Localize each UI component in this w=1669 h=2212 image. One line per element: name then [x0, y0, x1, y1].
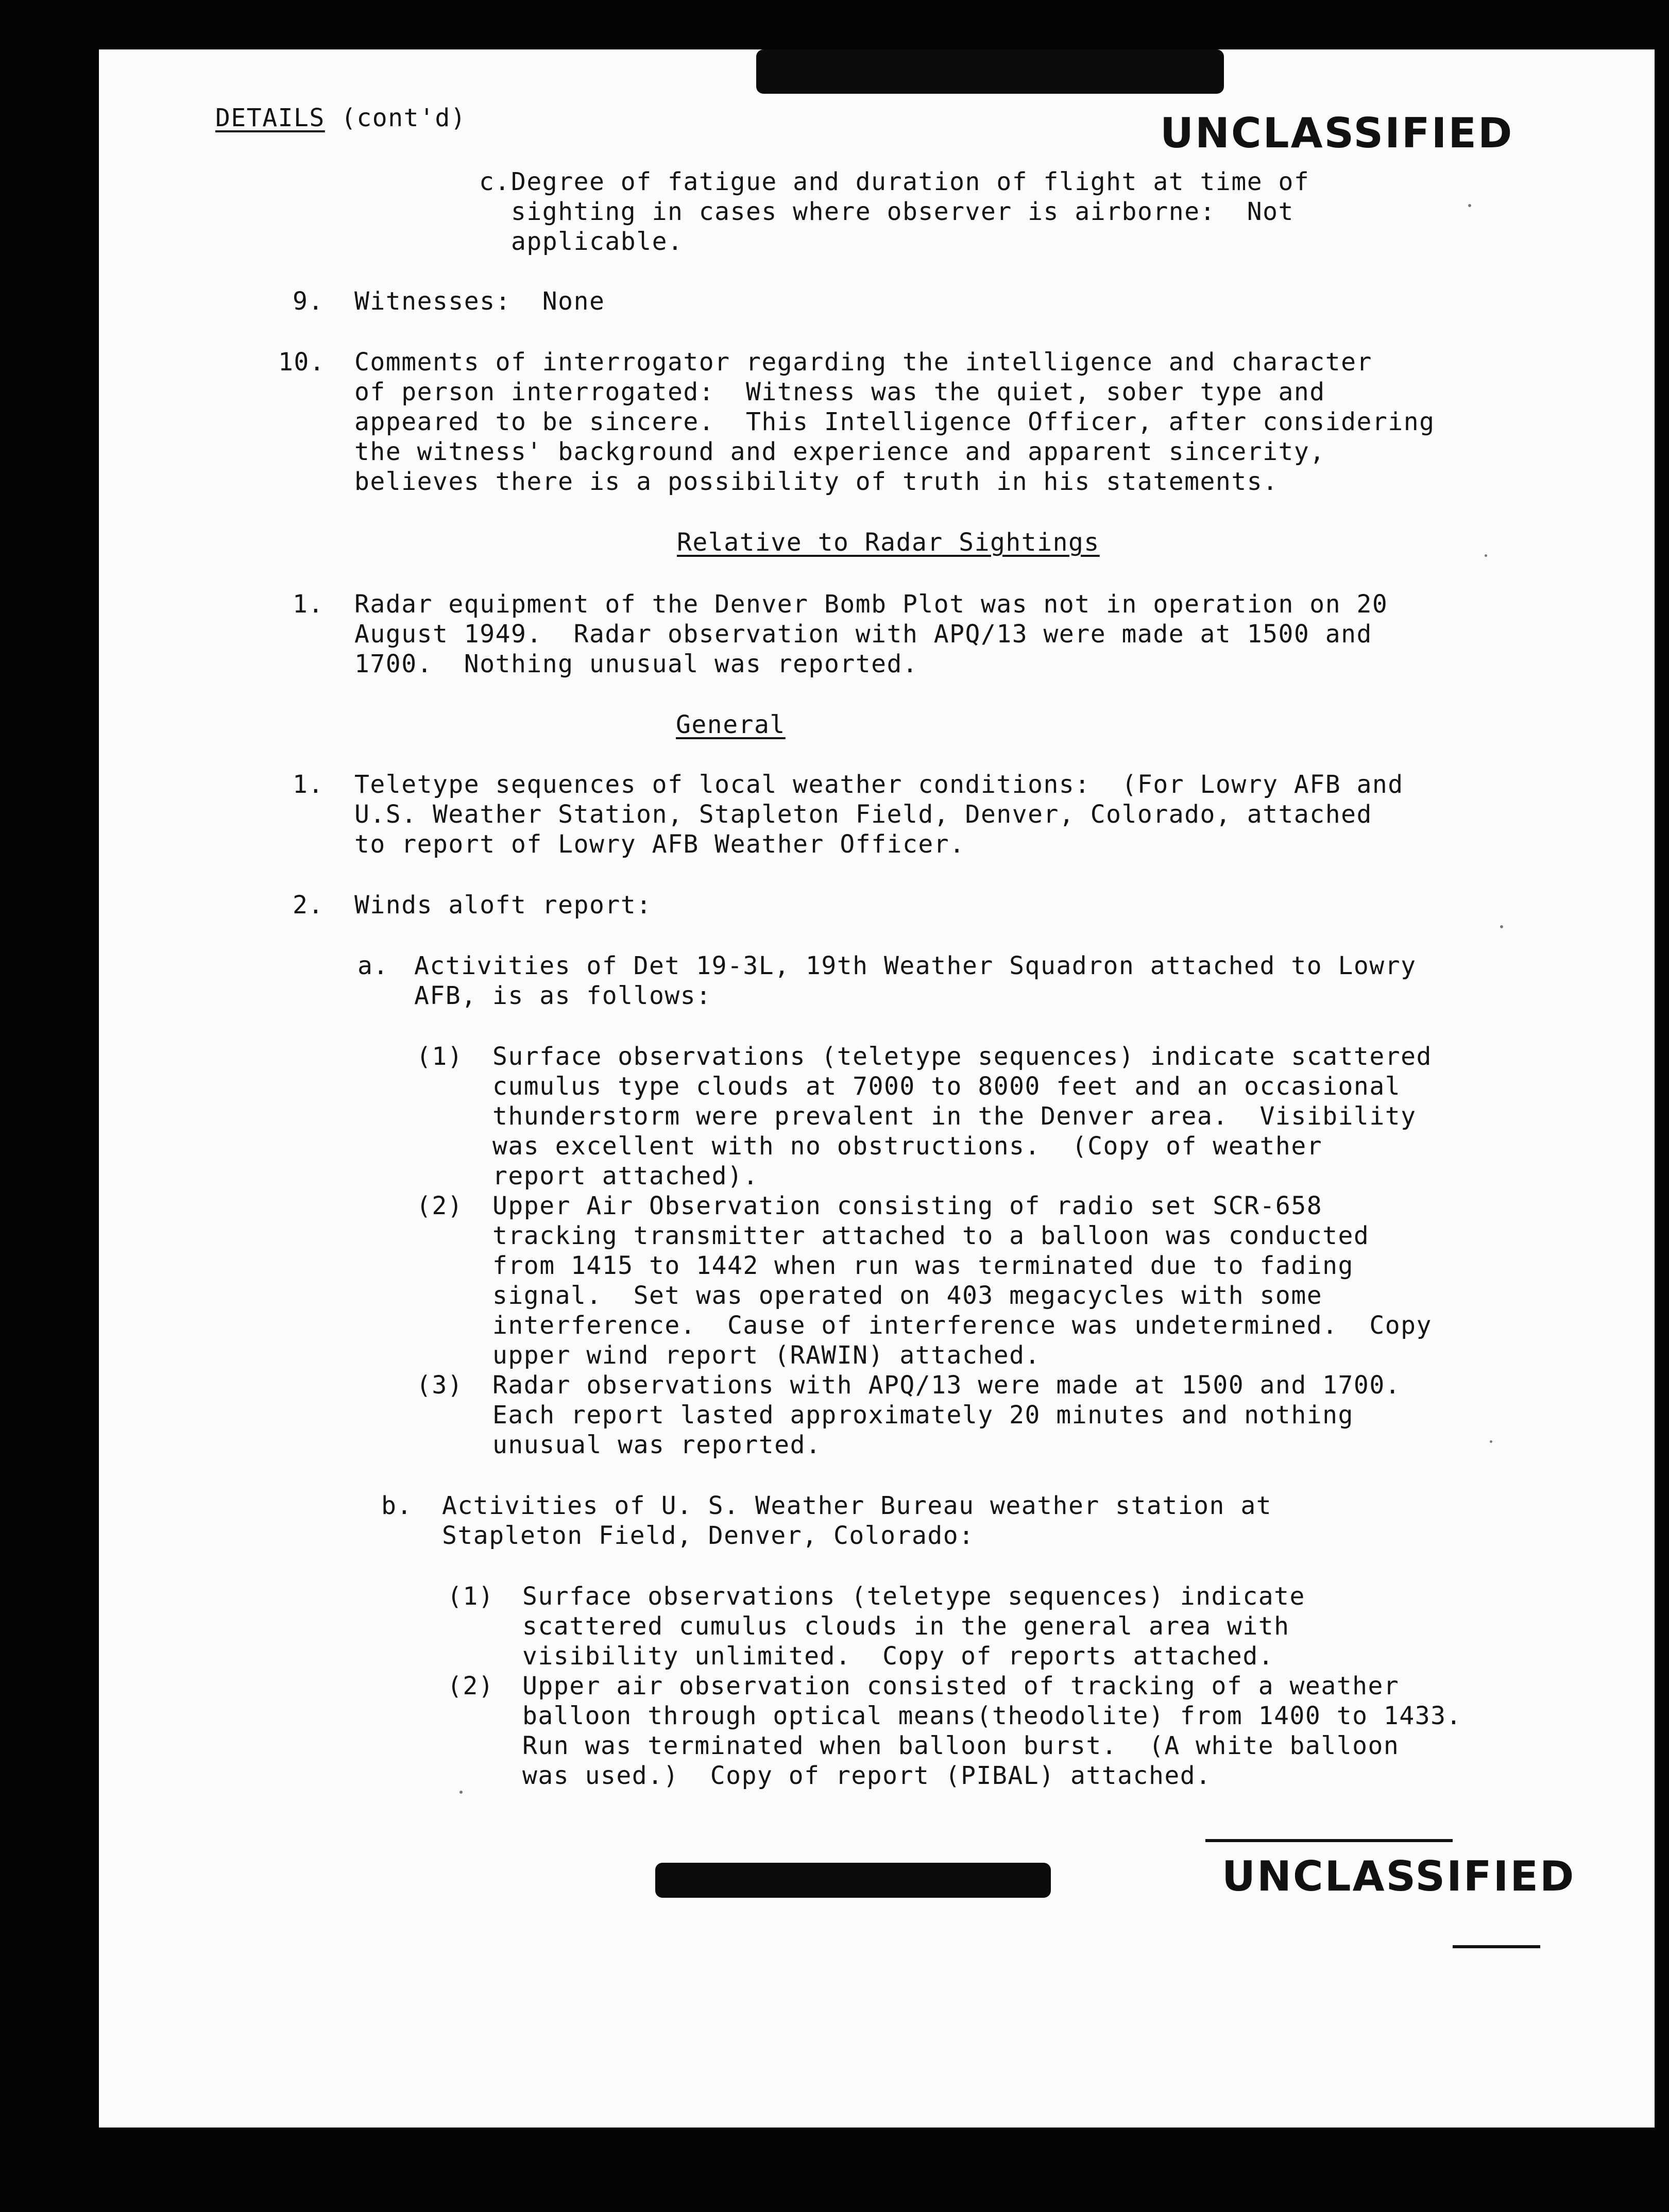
item-2a-2-line-3: from 1415 to 1442 when run was terminated due to fading [492, 1251, 1354, 1280]
item-2a-1-marker: (1) [416, 1042, 464, 1071]
item-2a-2-line-5: interference. Cause of interference was undetermined. Copy [492, 1311, 1432, 1340]
item-2b-2-line-2: balloon through optical means(theodolite) from 1400 to 1433. [522, 1701, 1462, 1730]
item-2b-2-line-3: Run was terminated when balloon burst. (A white balloon [522, 1731, 1400, 1760]
item-10-line-4: the witness' background and experience and apparent sincerity, [354, 437, 1325, 466]
item-2b-2-marker: (2) [447, 1672, 495, 1700]
general-item-1-line-3: to report of Lowry AFB Weather Officer. [354, 830, 965, 859]
redaction-bar-top [756, 49, 1224, 94]
item-9-number: 9. [293, 287, 324, 316]
item-2a-3-line-3: unusual was reported. [492, 1431, 822, 1459]
item-2a-line-1: Activities of Det 19-3L, 19th Weather Squadron attached to Lowry [414, 951, 1417, 980]
item-2a-line-2: AFB, is as follows: [414, 981, 712, 1010]
item-2b-1-line-3: visibility unlimited. Copy of reports attached. [522, 1642, 1274, 1671]
radar-item-1-line-1: Radar equipment of the Denver Bomb Plot was not in operation on 20 [354, 590, 1388, 619]
details-suffix: (cont'd) [341, 104, 467, 132]
item-8c-line-3: applicable. [511, 227, 684, 256]
scan-speck [1485, 554, 1487, 557]
item-2a-2-line-2: tracking transmitter attached to a balloon was conducted [492, 1221, 1370, 1250]
item-2b-line-2: Stapleton Field, Denver, Colorado: [442, 1521, 975, 1550]
classification-stamp-bottom: UNCLASSIFIED [1222, 1852, 1576, 1900]
item-2a-2-line-1: Upper Air Observation consisting of radio set SCR-658 [492, 1192, 1323, 1220]
item-2a-2-line-4: signal. Set was operated on 403 megacycles with some [492, 1281, 1323, 1310]
item-2a-1-line-3: thunderstorm were prevalent in the Denver area. Visibility [492, 1102, 1417, 1131]
redaction-bar-bottom [655, 1863, 1051, 1898]
scan-speck [459, 1791, 463, 1794]
item-2a-3-marker: (3) [416, 1371, 464, 1400]
item-2a-marker: a. [357, 951, 389, 980]
item-2a-1-line-5: report attached). [492, 1162, 759, 1190]
item-2b-2-line-1: Upper air observation consisted of tracking of a weather [522, 1672, 1400, 1700]
item-10-number: 10. [278, 348, 326, 377]
stamp-strike-line [1205, 1839, 1453, 1842]
item-8c-marker: c. [479, 167, 510, 196]
item-2b-1-line-1: Surface observations (teletype sequences) indicate [522, 1582, 1305, 1611]
details-label: DETAILS [215, 104, 325, 132]
item-9-text: Witnesses: None [354, 287, 605, 316]
radar-section-heading: Relative to Radar Sightings [677, 528, 1100, 557]
item-2b-marker: b. [381, 1491, 413, 1520]
scan-speck [1490, 1440, 1492, 1443]
item-2a-3-line-1: Radar observations with APQ/13 were made at 1500 and 1700. [492, 1371, 1401, 1400]
item-10-line-3: appeared to be sincere. This Intelligence Officer, after considering [354, 407, 1435, 436]
edge-rule-bottom-right [1453, 1945, 1540, 1948]
general-item-2-text: Winds aloft report: [354, 891, 652, 920]
radar-item-1-line-3: 1700. Nothing unusual was reported. [354, 650, 918, 678]
item-2b-1-line-2: scattered cumulus clouds in the general area with [522, 1612, 1290, 1641]
item-2a-3-line-2: Each report lasted approximately 20 minutes and nothing [492, 1401, 1354, 1430]
item-2a-1-line-1: Surface observations (teletype sequences) indicate scattered [492, 1042, 1432, 1071]
item-2b-2-line-4: was used.) Copy of report (PIBAL) attached. [522, 1761, 1212, 1790]
scan-speck [1500, 925, 1503, 928]
item-2a-2-line-6: upper wind report (RAWIN) attached. [492, 1341, 1041, 1370]
classification-stamp-top: UNCLASSIFIED [1160, 109, 1514, 157]
general-item-1-number: 1. [293, 770, 324, 799]
item-2b-1-marker: (1) [447, 1582, 495, 1611]
item-8c-line-2: sighting in cases where observer is airborne: Not [511, 197, 1294, 226]
general-section-heading: General [676, 710, 786, 739]
item-8c-line-1: Degree of fatigue and duration of flight at time of [511, 167, 1310, 196]
general-item-2-number: 2. [293, 891, 324, 920]
general-item-1-line-1: Teletype sequences of local weather conditions: (For Lowry AFB and [354, 770, 1404, 799]
item-2a-1-line-2: cumulus type clouds at 7000 to 8000 feet and an occasional [492, 1072, 1401, 1101]
item-10-line-1: Comments of interrogator regarding the intelligence and character [354, 348, 1372, 377]
item-10-line-2: of person interrogated: Witness was the quiet, sober type and [354, 378, 1325, 406]
item-2b-line-1: Activities of U. S. Weather Bureau weather station at [442, 1491, 1272, 1520]
item-10-line-5: believes there is a possibility of truth in his statements. [354, 467, 1279, 496]
item-2a-1-line-4: was excellent with no obstructions. (Copy of weather [492, 1132, 1323, 1161]
scan-speck [1468, 204, 1471, 207]
general-item-1-line-2: U.S. Weather Station, Stapleton Field, Denver, Colorado, attached [354, 800, 1372, 829]
document-page [99, 49, 1655, 2128]
radar-item-1-line-2: August 1949. Radar observation with APQ/13 were made at 1500 and [354, 620, 1372, 649]
radar-item-1-number: 1. [293, 590, 324, 619]
item-2a-2-marker: (2) [416, 1192, 464, 1220]
